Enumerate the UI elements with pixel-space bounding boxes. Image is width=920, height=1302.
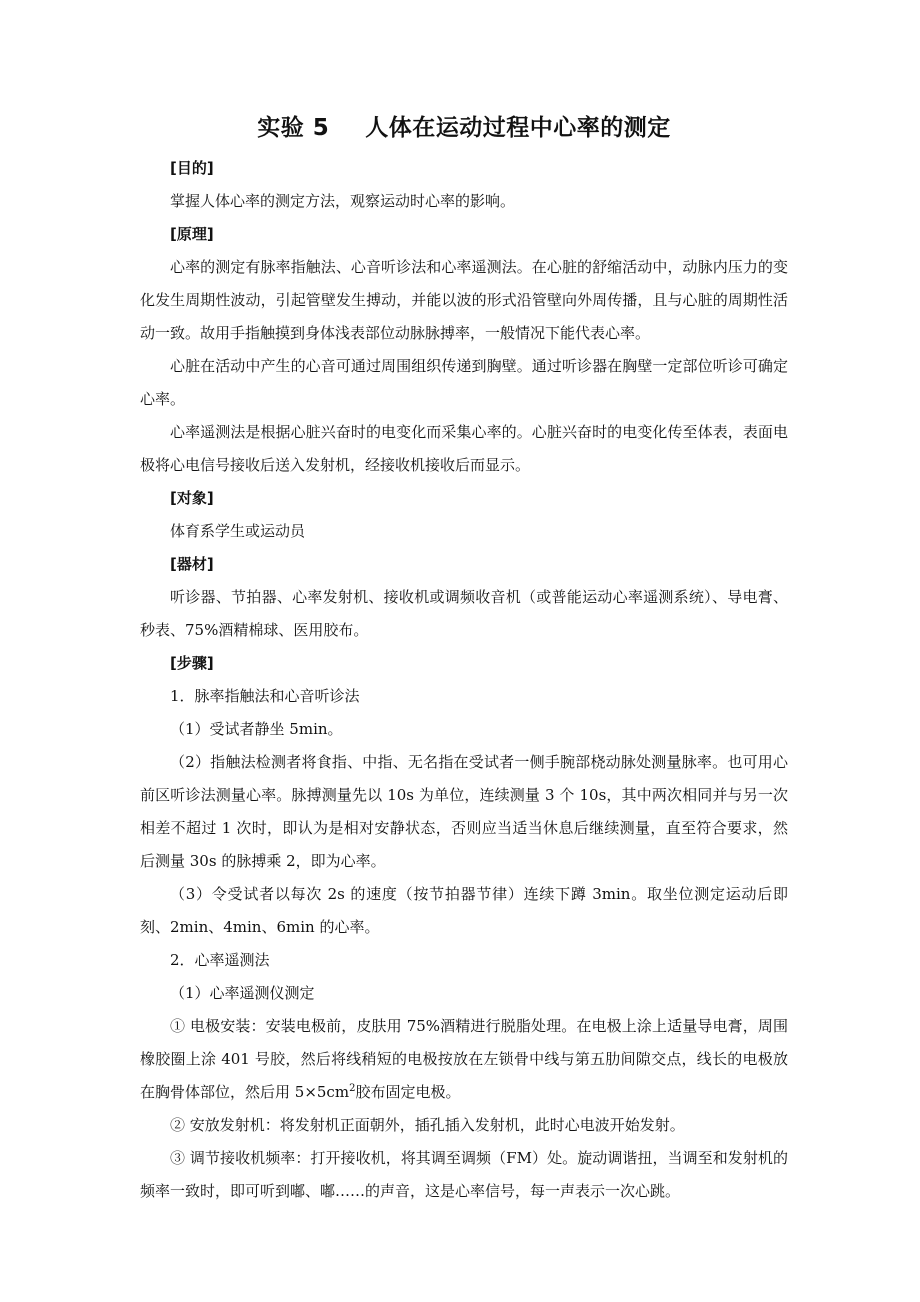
principle-paragraph-3: 心率遥测法是根据心脏兴奋时的电变化而采集心率的。心脏兴奋时的电变化传至体表，表面电极将心电信号接收后送入发射机，经接收机接收后而显示。: [140, 423, 788, 474]
step-2-title: 2．心率遥测法: [170, 951, 270, 969]
step-1-a: （1）受试者静坐 5min。: [170, 720, 343, 738]
principle-paragraph-2: 心脏在活动中产生的心音可通过周围组织传递到胸壁。通过听诊器在胸壁一定部位听诊可确定心率。: [140, 357, 788, 408]
section-heading-equipment: [器材]: [170, 555, 214, 573]
equipment-text: 听诊器、节拍器、心率发射机、接收机或调频收音机（或普能运动心率遥测系统）、导电膏、秒表、75%酒精棉球、医用胶布。: [140, 588, 788, 639]
subjects-text: 体育系学生或运动员: [170, 522, 306, 540]
step-2-sub: （1）心率遥测仪测定: [170, 984, 315, 1002]
step-2-item-1: [140, 1010, 788, 1109]
step-2-item-1-tail: 胶布固定电极。: [355, 1083, 461, 1101]
principle-paragraph-1: 心率的测定有脉率指触法、心音听诊法和心率遥测法。在心脏的舒缩活动中，动脉内压力的变化发生周期性波动，引起管壁发生搏动，并能以波的形式沿管壁向外周传播，且与心脏的周期性活动一致。故用手指触摸到身体浅表部位动脉脉搏率，一般情况下能代表心率。: [140, 258, 788, 342]
step-2-item-2: ② 安放发射机：将发射机正面朝外，插孔插入发射机，此时心电波开始发射。: [170, 1116, 685, 1134]
purpose-text: 掌握人体心率的测定方法，观察运动时心率的影响。: [170, 192, 516, 210]
step-1-title: 1．脉率指触法和心音听诊法: [170, 687, 360, 705]
document-title: [140, 108, 788, 148]
step-1-b: （2）指触法检测者将食指、中指、无名指在受试者一侧手腕部桡动脉处测量脉率。也可用心前区听诊法测量心率。脉搏测量先以 10s 为单位，连续测量 3 个 10s，其中两次相同并与另一次相差不超过 1 次时，即认为是相对安静状态，否则应当适当休息后继续测量，直至符合要求，然后测量 30s 的脉搏乘 2，即为心率。: [140, 753, 788, 870]
section-heading-subjects: [对象]: [170, 489, 214, 507]
section-heading-steps: [步骤]: [170, 654, 214, 672]
section-heading-principle: [原理]: [170, 225, 214, 243]
document-page: [140, 108, 788, 1208]
superscript-2: 2: [349, 1083, 356, 1094]
title-number: 实验 5: [257, 115, 330, 141]
section-heading-purpose: [目的]: [170, 159, 214, 177]
step-2-item-1-text: ① 电极安装：安装电极前，皮肤用 75%酒精进行脱脂处理。在电极上涂上适量导电膏，周围橡胶圈上涂 401 号胶，然后将线稍短的电极按放在左锁骨中线与第五肋间隙交点，线长的电极放在胸骨体部位，然后用 5×5cm: [140, 1017, 788, 1101]
title-text: 人体在运动过程中心率的测定: [365, 115, 671, 141]
step-2-item-3: ③ 调节接收机频率：打开接收机，将其调至调频（FM）处。旋动调谐扭，当调至和发射机的频率一致时，即可听到嘟、嘟……的声音，这是心率信号，每一声表示一次心跳。: [140, 1149, 788, 1200]
step-1-c: （3）令受试者以每次 2s 的速度（按节拍器节律）连续下蹲 3min。取坐位测定运动后即刻、2min、4min、6min 的心率。: [140, 885, 788, 936]
